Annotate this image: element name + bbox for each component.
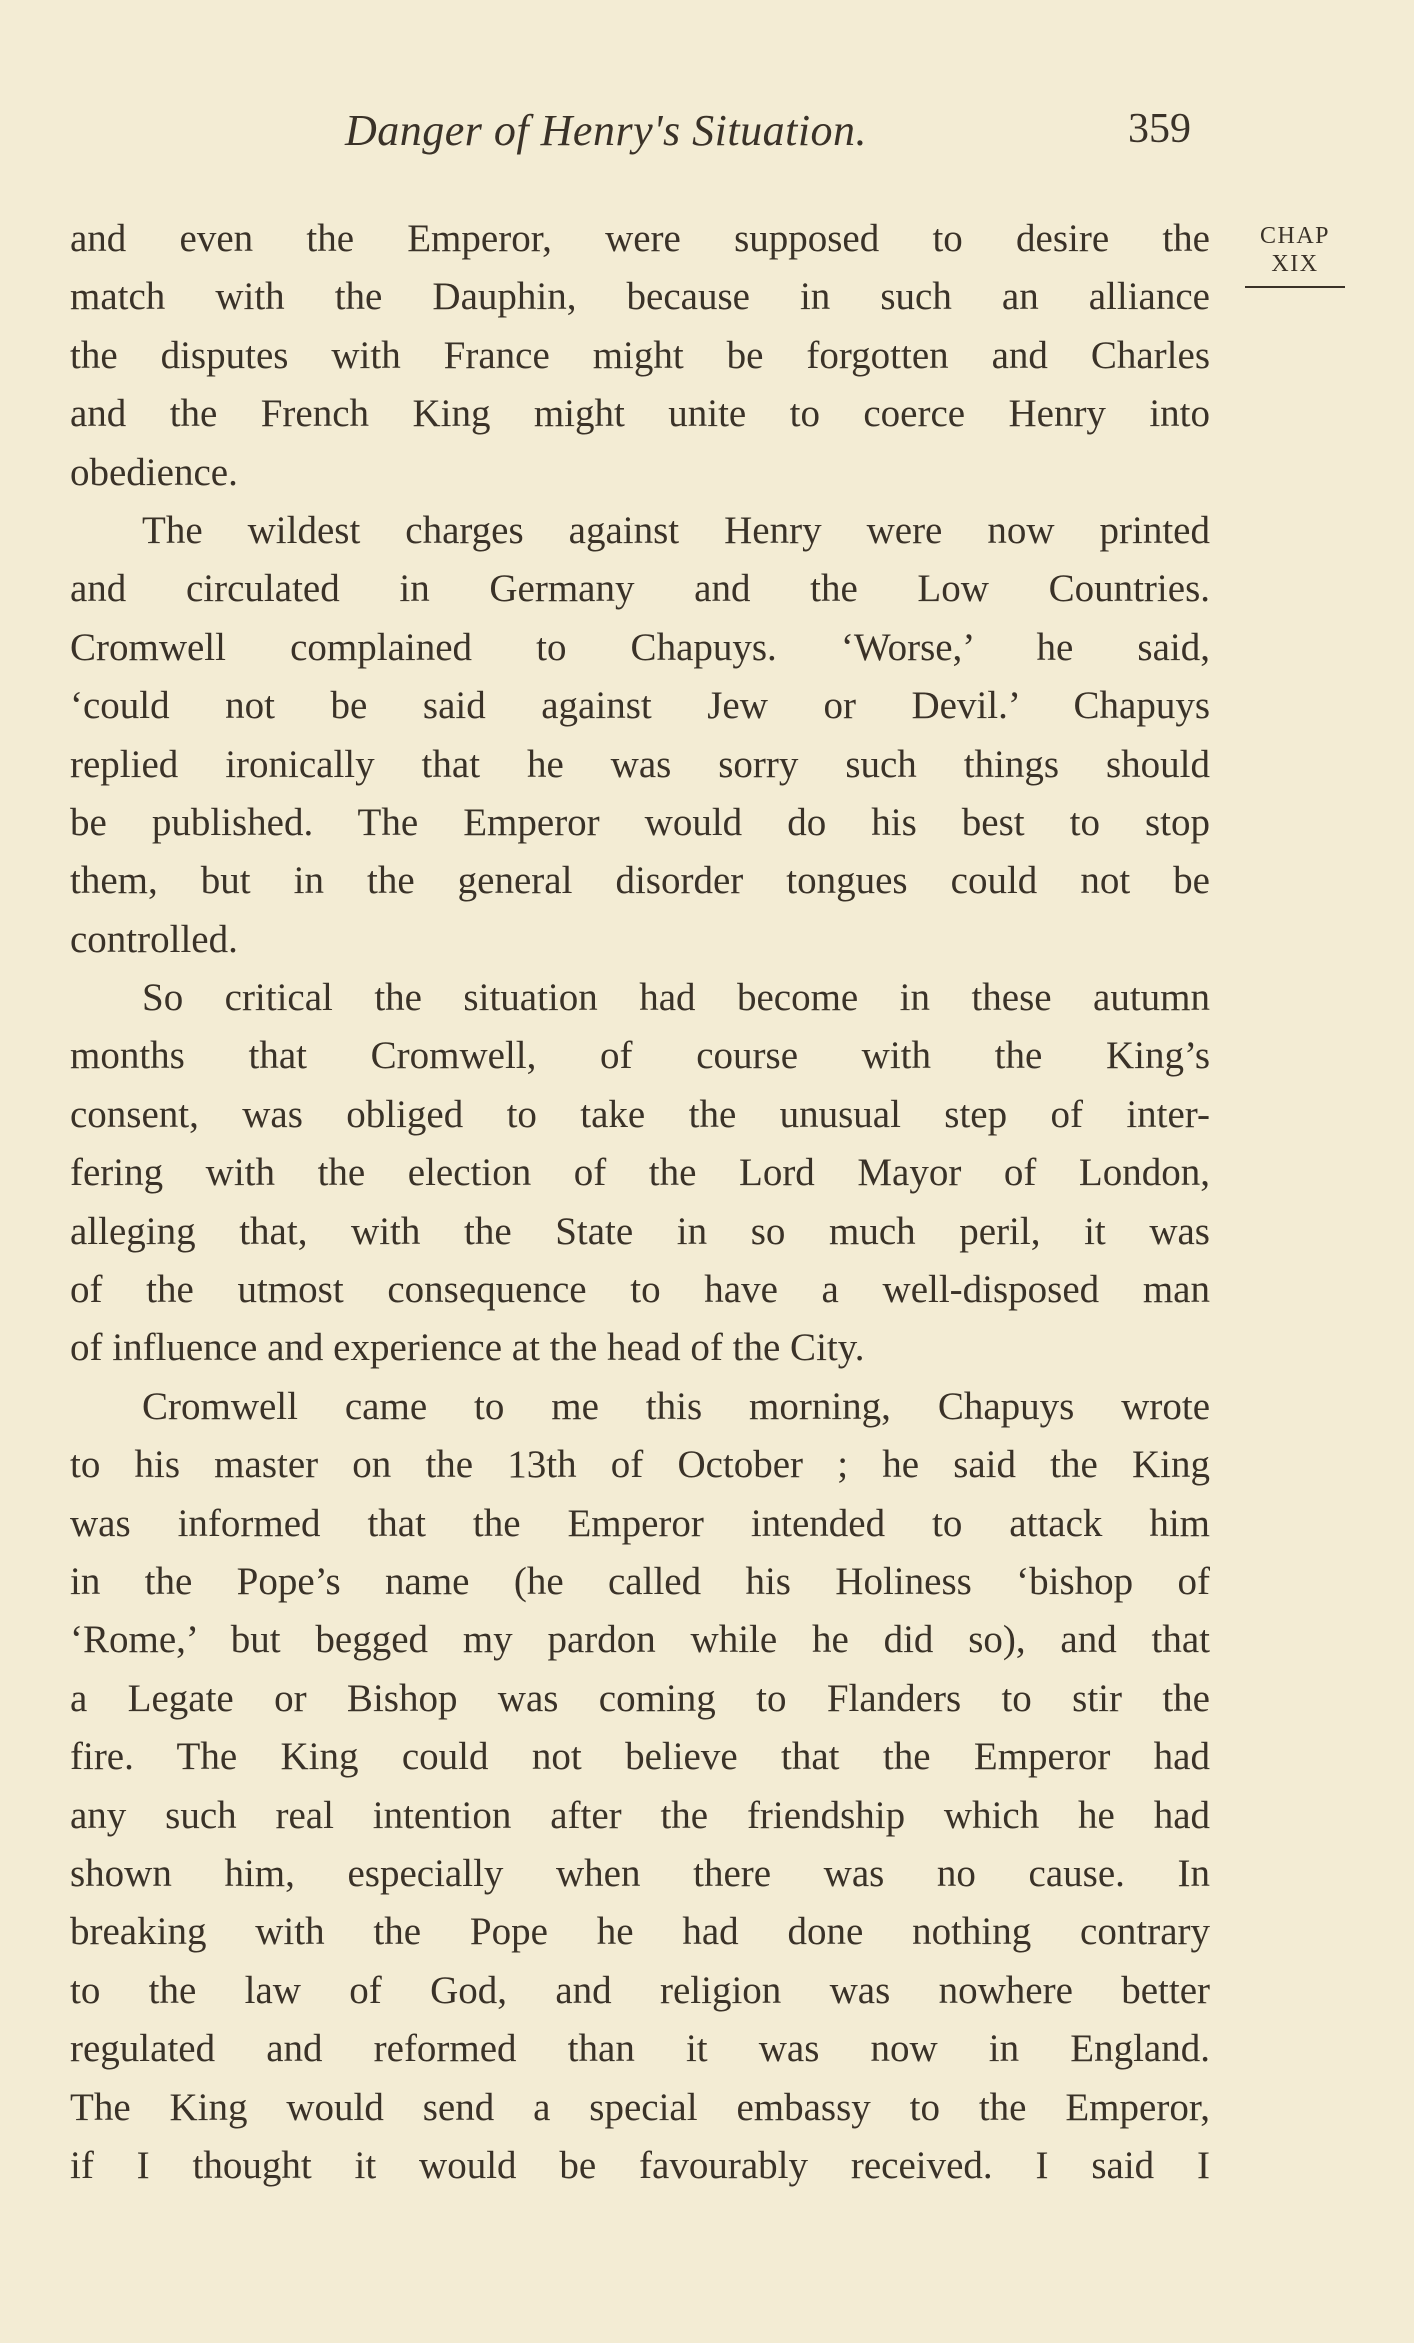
text-line: replied ironically that he was sorry such things should <box>70 742 1210 786</box>
text-line: consent, was obliged to take the unusual step of inter- <box>70 1092 1210 1136</box>
text-line: in the Pope’s name (he called his Holiness ‘bishop of <box>70 1559 1210 1603</box>
text-line: and the French King might unite to coerce Henry into <box>70 392 1210 436</box>
text-line: and circulated in Germany and the Low Countries. <box>70 567 1210 611</box>
text-line: be published. The Emperor would do his best to stop <box>70 800 1210 844</box>
text-line: of influence and experience at the head of the City. <box>70 1326 865 1370</box>
body-text <box>70 210 1210 2195</box>
chapter-number: XIX <box>1271 251 1319 277</box>
text-line: ‘could not be said against Jew or Devil.’ Chapuys <box>70 684 1210 728</box>
text-line: if I thought it would be favourably received. I said I <box>70 2143 1210 2187</box>
text-line: them, but in the general disorder tongues could not be <box>70 859 1210 903</box>
text-line: match with the Dauphin, because in such an alliance <box>70 275 1210 319</box>
chapter-sidenote <box>1240 222 1350 288</box>
text-line: any such real intention after the friendship which he had <box>70 1793 1210 1837</box>
chapter-label: CHAP <box>1259 223 1331 249</box>
text-line: The King would send a special embassy to the Emperor, <box>70 2085 1210 2129</box>
text-line: was informed that the Emperor intended to attack him <box>70 1501 1210 1545</box>
text-line: The wildest charges against Henry were now printed <box>142 508 1210 552</box>
text-line: fire. The King could not believe that the Emperor had <box>70 1735 1210 1779</box>
text-line: to his master on the 13th of October ; he said the King <box>70 1443 1210 1487</box>
text-line: shown him, especially when there was no cause. In <box>70 1851 1210 1895</box>
running-head <box>0 105 1414 165</box>
text-line: ‘Rome,’ but begged my pardon while he did so), and that <box>70 1618 1210 1662</box>
text-line: So critical the situation had become in these autumn <box>142 976 1210 1020</box>
text-line: Cromwell came to me this morning, Chapuys wrote <box>142 1384 1210 1428</box>
text-line: alleging that, with the State in so much peril, it was <box>70 1209 1210 1253</box>
chapter-rule <box>1245 286 1345 288</box>
text-line: Cromwell complained to Chapuys. ‘Worse,’ he said, <box>70 625 1210 669</box>
text-line: obedience. <box>70 450 238 494</box>
text-line: a Legate or Bishop was coming to Flanders to stir the <box>70 1676 1210 1720</box>
text-line: fering with the election of the Lord Mayor of London, <box>70 1151 1210 1195</box>
running-title: Danger of Henry's Situation. <box>345 106 868 155</box>
text-line: breaking with the Pope he had done nothing contrary <box>70 1910 1210 1954</box>
text-line: months that Cromwell, of course with the King’s <box>70 1034 1210 1078</box>
text-line: regulated and reformed than it was now in England. <box>70 2027 1210 2071</box>
page-number: 359 <box>1128 106 1191 152</box>
text-line: of the utmost consequence to have a well-disposed man <box>70 1268 1210 1312</box>
text-line: the disputes with France might be forgotten and Charles <box>70 333 1210 377</box>
text-line: controlled. <box>70 917 238 961</box>
text-line: and even the Emperor, were supposed to desire the <box>70 217 1210 260</box>
text-line: to the law of God, and religion was nowhere better <box>70 1968 1210 2012</box>
